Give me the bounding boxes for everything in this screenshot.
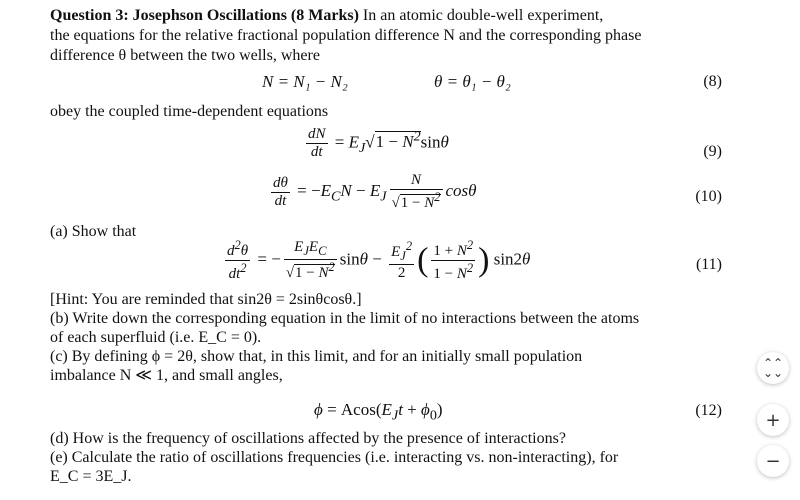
zoom-in-button[interactable] [757,404,789,436]
zoom-out-button[interactable] [757,445,789,477]
part-d-text: (d) How is the frequency of oscillations affected by the presence of interactions? [50,430,566,447]
fit-to-page-button[interactable] [757,352,789,384]
equation-9: $\frac{dN}{dt}$ = $E_J√1 - N^2\sin\theta$ [308,126,449,160]
hint-and-parts [50,290,725,385]
part-c-line-2: imbalance N ≪ 1, and small angles, [50,367,283,384]
equation-11: $\frac{d^2\theta}{dt^2}$ = − $\frac{E_JE_C}{√1 - N^2}$ sinθ − $\frac{E_J^2}{2}$ ( $\frac{1 + N^2}{1 - N^2}$ ) sin2θ [227,238,531,282]
part-a-label: (a) Show that [50,223,137,240]
fit-to-page-icon: ⌃⌃ ⌄⌄ [762,356,784,380]
equation-10: $\frac{d\theta}{dt}$ = $-E_CN - E_J$ $\frac{N}{√1 - N^2}$ cosθ [273,172,477,211]
part-e-line-2: E_C = 3E_J. [50,468,132,485]
coupled-text: obey the coupled time-dependent equations [50,103,329,120]
minus-icon: − [765,450,781,472]
equation-8-left: N = N₁ − N₂ [262,72,348,91]
intro-line-3: difference θ between the two wells, where [50,47,320,64]
equation-number-10: (10) [695,188,722,205]
part-b-line-1: (b) Write down the corresponding equation in the limit of no interactions between the atoms [50,310,640,327]
plus-icon: + [765,409,781,431]
equation-number-12: (12) [695,402,722,419]
equation-number-9: (9) [703,143,722,160]
hint-text: [Hint: You are reminded that sin2θ = 2sinθcosθ.] [50,291,362,308]
parts-d-e [50,429,725,486]
equation-8-right: θ = θ₁ − θ₂ [434,72,511,91]
part-e-line-1: (e) Calculate the ratio of oscillations frequencies (i.e. interacting vs. non-interacting), for [50,449,619,466]
equation-number-8: (8) [703,73,722,90]
question-intro [50,6,725,66]
part-b-line-2: of each superfluid (i.e. E_C = 0). [50,329,262,346]
equation-12: $\phi = Acos(E_Jt + \phi_0)$ [314,400,443,424]
intro-line-2: the equations for the relative fractional population difference N and the corresponding phase [50,27,642,44]
intro-text: In an atomic double-well experiment, [358,7,604,24]
part-c-line-1: (c) By defining ϕ = 2θ, show that, in this limit, and for an initially small population [50,348,583,365]
equation-number-11: (11) [695,256,722,273]
question-title: Question 3: Josephson Oscillations (8 Marks) [50,7,359,24]
